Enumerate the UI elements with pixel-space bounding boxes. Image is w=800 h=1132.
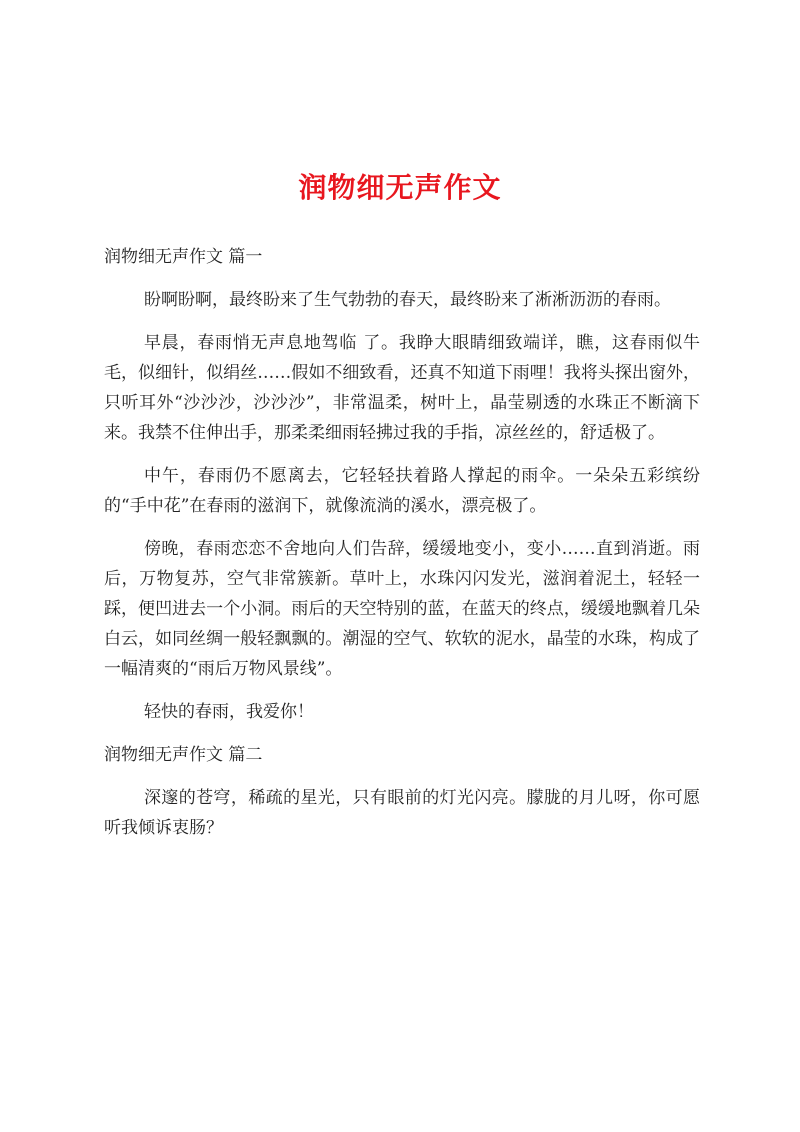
section-heading: 润物细无声作文 篇二 [104, 745, 263, 765]
paragraph: 中午，春雨仍不愿离去，它轻轻扶着路人撑起的雨伞。一朵朵五彩缤纷的“手中花”在春雨的滋润下，就像流淌的溪水，漂亮极了。 [104, 466, 700, 516]
document-title: 润物细无声作文 [298, 171, 502, 204]
paragraph: 傍晚，春雨恋恋不舍地向人们告辞，缓缓地变小，变小……直到消逝。雨后，万物复苏，空气非常簇新。草叶上，水珠闪闪发光，滋润着泥土，轻轻一踩，便凹进去一个小洞。雨后的天空特别的蓝，在蓝天的终点，缓缓地飘着几朵白云，如同丝绸一般轻飘飘的。潮湿的空气、软软的泥水，晶莹的水珠，构成了一幅清爽的“雨后万物风景线”。 [104, 539, 700, 679]
section-heading: 润物细无声作文 篇一 [104, 247, 263, 267]
paragraph: 盼啊盼啊，最终盼来了生气勃勃的春天，最终盼来了淅淅沥沥的春雨。 [144, 290, 671, 310]
section-2 [104, 740, 700, 843]
paragraph: 早晨，春雨悄无声息地驾临 了。我睁大眼睛细致端详，瞧，这春雨似牛毛，似细针，似绢丝……假如不细致看，还真不知道下雨哩！我将头探出窗外，只听耳外“沙沙沙，沙沙沙”，非常温柔，树叶上，晶莹剔透的水珠正不断滴下来。我禁不住伸出手，那柔柔细雨轻拂过我的手指，凉丝丝的，舒适极了。 [104, 333, 700, 443]
paragraph: 深邃的苍穹，稀疏的星光，只有眼前的灯光闪亮。朦胧的月儿呀，你可愿听我倾诉衷肠？ [104, 788, 700, 838]
paragraph: 轻快的春雨，我爱你！ [144, 702, 314, 722]
document-body [104, 242, 700, 856]
section-1 [104, 242, 700, 727]
